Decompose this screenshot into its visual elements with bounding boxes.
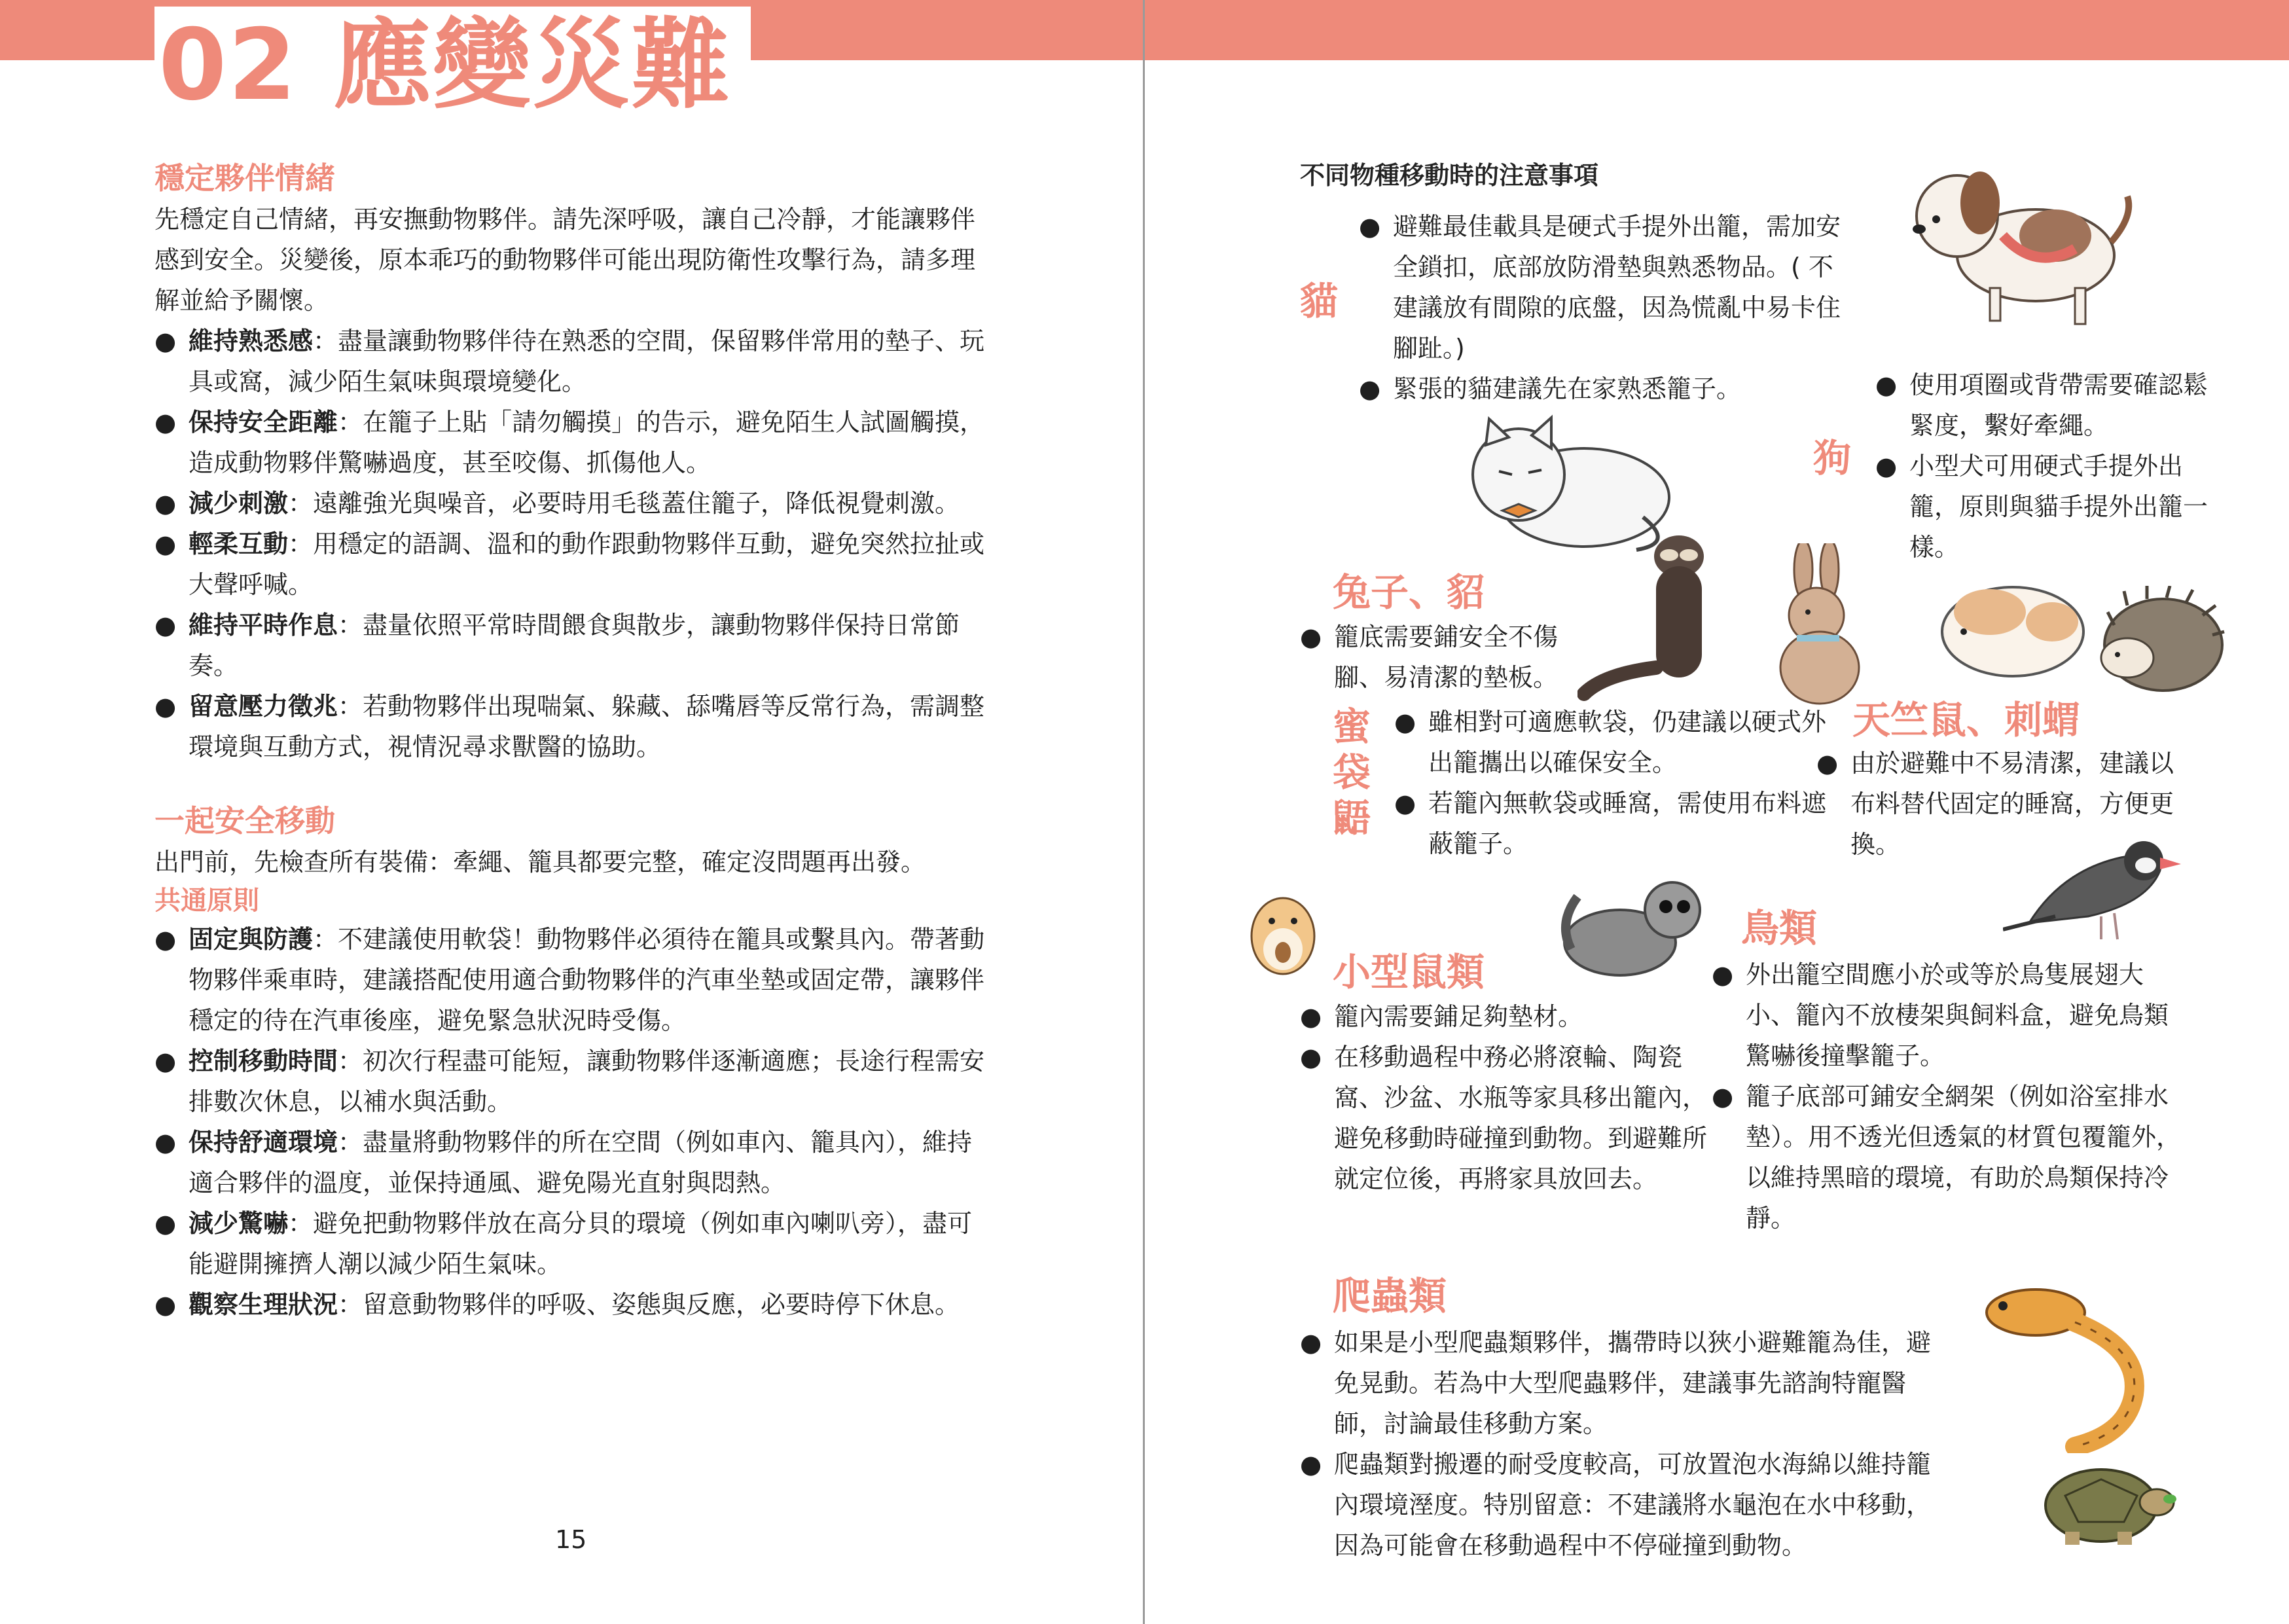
- subheading-common-principles: 共通原則: [154, 886, 259, 916]
- list-item: ● 籠底需要鋪安全不傷腳、易清潔的墊板。: [1300, 617, 1588, 698]
- list-item: ● 控制移動時間：初次行程盡可能短，讓動物夥伴逐漸適應；長途行程需安排數次休息，以補水與活動。: [154, 1041, 992, 1122]
- cat-label: 貓: [1300, 279, 1339, 323]
- list-item: ● 觀察生理狀況：留意動物夥伴的呼吸、姿態與反應，必要時停下休息。: [154, 1284, 992, 1325]
- list-item: ● 避難最佳載具是硬式手提外出籠，需加安全鎖扣，底部放防滑墊與熟悉物品。( 不建議放有間隙的底盤，因為慌亂中易卡住腳趾。): [1359, 206, 1843, 369]
- section-intro-emotion: 先穩定自己情緒，再安撫動物夥伴。請先深呼吸，讓自己冷靜，才能讓夥伴感到安全。災變後，原本乖巧的動物夥伴可能出現防衛性攻擊行為，請多理解並給予關懷。: [154, 205, 976, 315]
- list-item: ● 籠內需要鋪足夠墊材。: [1300, 996, 1719, 1037]
- section-intro-moving: 出門前，先檢查所有裝備：牽繩、籠具都要完整，確定沒問題再出發。: [154, 848, 926, 876]
- list-item: ● 若籠內無軟袋或睡窩，需使用布料遮蔽籠子。: [1394, 783, 1826, 864]
- list-item: ● 雖相對可適應軟袋，仍建議以硬式外出籠攜出以確保安全。: [1394, 702, 1826, 783]
- sugar-glider-label: 蜜袋鼯: [1333, 704, 1371, 840]
- list-item: ● 維持平時作息：盡量依照平常時間餵食與散步，讓動物夥伴保持日常節奏。: [154, 605, 992, 686]
- rabbit-illustration-icon: [1767, 543, 1872, 707]
- section-heading-emotion: 穩定夥伴情緒: [154, 160, 335, 196]
- bird-illustration-icon: [2003, 831, 2186, 943]
- guinea-hedgehog-label: 天竺鼠、刺蝟: [1852, 698, 2081, 742]
- list-item: ● 籠子底部可鋪安全網架（例如浴室排水墊）。用不透光但透氣的材質包覆籠外，以維持黑暗的環境，有助於鳥類保持冷靜。: [1712, 1076, 2183, 1238]
- emotion-bullet-list: [154, 321, 992, 767]
- list-item: ● 緊張的貓建議先在家熟悉籠子。: [1359, 369, 1843, 409]
- list-item: ● 保持舒適環境：盡量將動物夥伴的所在空間（例如車內、籠具內），維持適合夥伴的溫度，並保持通風、避免陽光直射與悶熱。: [154, 1122, 992, 1203]
- ferret-illustration-icon: [1577, 517, 1748, 707]
- moving-bullet-list: [154, 919, 992, 1325]
- reptile-label: 爬蟲類: [1333, 1274, 1447, 1318]
- list-item: ● 小型犬可用硬式手提外出籠，原則與貓手提外出籠一樣。: [1875, 446, 2216, 568]
- bird-label: 鳥類: [1741, 906, 1818, 950]
- list-item: ● 在移動過程中務必將滾輪、陶瓷窩、沙盆、水瓶等家具移出籠內，避免移動時碰撞到動物。到避難所就定位後，再將家具放回去。: [1300, 1037, 1719, 1199]
- rabbit-ferret-bullets: [1300, 617, 1588, 698]
- dog-illustration-icon: [1885, 157, 2140, 334]
- header-bar-right: [1145, 0, 2289, 60]
- list-item: ● 維持熟悉感：盡量讓動物夥伴待在熟悉的空間，保留夥伴常用的墊子、玩具或窩，減少陌生氣味與環境變化。: [154, 321, 992, 402]
- left-page-content: [154, 157, 992, 1325]
- hamster-illustration-icon: [1247, 880, 1319, 979]
- reptile-bullets: [1300, 1322, 1955, 1566]
- guinea-pig-illustration-icon: [1938, 576, 2088, 681]
- list-item: ● 使用項圈或背帶需要確認鬆緊度，繫好牽繩。: [1875, 365, 2216, 446]
- list-item: ● 減少驚嚇：避免把動物夥伴放在高分貝的環境（例如車內喇叭旁），盡可能避開擁擠人潮以減少陌生氣味。: [154, 1203, 992, 1284]
- cat-bullets: [1359, 206, 1843, 409]
- tortoise-illustration-icon: [2039, 1456, 2176, 1548]
- sugar-glider-bullets: [1394, 702, 1826, 864]
- small-rodent-label: 小型鼠類: [1333, 950, 1485, 994]
- list-item: ● 留意壓力徵兆：若動物夥伴出現喘氣、躲藏、舔嘴唇等反常行為，需調整環境與互動方式，視情況尋求獸醫的協助。: [154, 686, 992, 767]
- page-number: 15: [555, 1525, 587, 1554]
- small-rodent-bullets: [1300, 996, 1719, 1199]
- list-item: ● 如果是小型爬蟲類夥伴，攜帶時以狹小避難籠為佳，避免晃動。若為中大型爬蟲夥伴，建議事先諮詢特寵醫師，討論最佳移動方案。: [1300, 1322, 1955, 1444]
- list-item: ● 減少刺激：遠離強光與噪音，必要時用毛毯蓋住籠子，降低視覺刺激。: [154, 483, 992, 524]
- chapter-title: 02 應變災難: [154, 7, 751, 124]
- list-item: ● 固定與防護：不建議使用軟袋！動物夥伴必須待在籠具或繫具內。帶著動物夥伴乘車時，建議搭配使用適合動物夥伴的汽車坐墊或固定帶，讓夥伴穩定的待在汽車後座，避免緊急狀況時受傷。: [154, 919, 992, 1041]
- rabbit-ferret-label: 兔子、貂: [1333, 570, 1485, 615]
- bird-bullets: [1712, 954, 2183, 1238]
- gecko-illustration-icon: [1977, 1283, 2154, 1453]
- list-item: ● 外出籠空間應小於或等於鳥隻展翅大小、籠內不放棲架與飼料盒，避免鳥類驚嚇後撞擊籠子。: [1712, 954, 2183, 1076]
- hedgehog-illustration-icon: [2095, 586, 2226, 697]
- dog-bullets: [1875, 365, 2216, 568]
- sugar-glider-illustration-icon: [1558, 871, 1708, 982]
- list-item: ● 輕柔互動：用穩定的語調、溫和的動作跟動物夥伴互動，避免突然拉扯或大聲呼喊。: [154, 524, 992, 605]
- species-heading: 不同物種移動時的注意事項: [1300, 161, 1599, 190]
- list-item: ● 爬蟲類對搬遷的耐受度較高，可放置泡水海綿以維持籠內環境溼度。特別留意：不建議將水龜泡在水中移動，因為可能會在移動過程中不停碰撞到動物。: [1300, 1444, 1955, 1566]
- section-heading-moving: 一起安全移動: [154, 803, 335, 839]
- dog-label: 狗: [1813, 436, 1852, 480]
- list-item: ● 由於避難中不易清潔，建議以布料替代固定的睡窩，方便更換。: [1816, 743, 2183, 865]
- page-divider: [1143, 0, 1145, 1624]
- list-item: ● 保持安全距離：在籠子上貼「請勿觸摸」的告示，避免陌生人試圖觸摸，造成動物夥伴驚嚇過度，甚至咬傷、抓傷他人。: [154, 402, 992, 483]
